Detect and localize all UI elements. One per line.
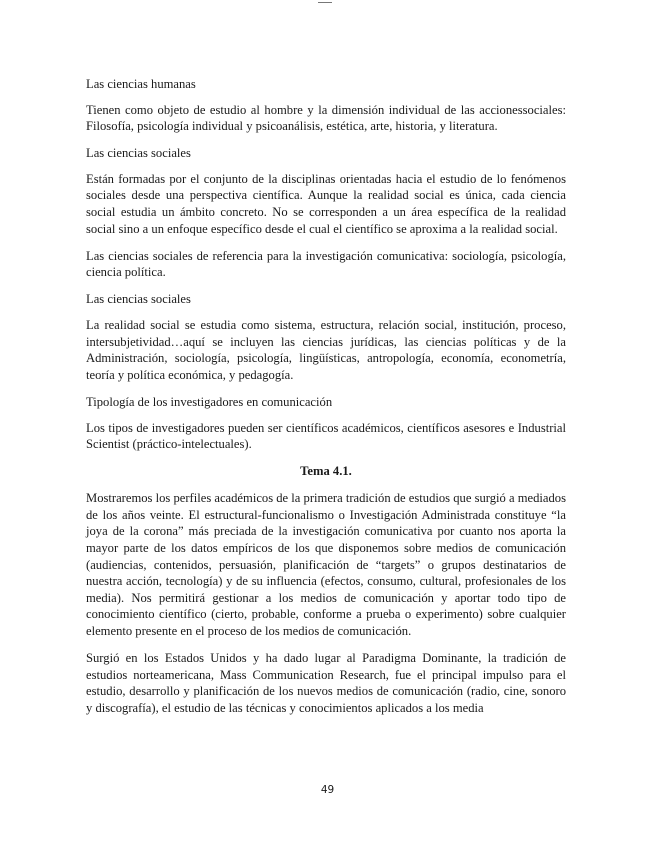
section-label: Las ciencias sociales: [86, 292, 191, 307]
paragraph: Mostraremos los perfiles académicos de la primera tradición de estudios que surgió a mediados de los años veinte. El estructural-funcionalismo o Investigación Administrada constituye “la joya de la corona” más preciada de la investigación comunicativa por cuanto nos aporta la mayor parte de los datos empíricos de los que disponemos sobre medios de comunicación (audiencias, contenidos, persuasión, planificación de “targets” o grupos destinatarios de nuestra acción, tecnología) y de su influencia (efectos, consumo, cultural, profesionales de los media). Nos permitirá gestionar a los medios de comunicación y aportar todo tipo de conocimiento científico (cierto, probable, conforme a prueba o experimento) sobre cualquier elemento presente en el proceso de los medios de comunicación.: [86, 491, 566, 638]
section-label: Las ciencias humanas: [86, 77, 196, 91]
section-label: Tipología de los investigadores en comunicación: [86, 394, 333, 409]
paragraph: Las ciencias sociales de referencia para la investigación comunicativa: sociología, psicología, ciencia política.: [86, 248, 566, 280]
paragraph: Surgió en los Estados Unidos y ha dado lugar al Paradigma Dominante, la tradición de estudios norteamericana, Mass Communication Research, fue el principal impulso para el estudio, desarrollo y planificación de los nuevos medios de comunicación (radio, cine, sonoro y discografía), el estudio de las técnicas y conocimientos aplicados a los media: [86, 651, 566, 715]
paragraph: Están formadas por el conjunto de la disciplinas orientadas hacia el estudio de lo fenómenos sociales desde una perspectiva científica. Aunque la realidad social es única, cada ciencia social estudia un ámbito concreto. No se corresponden a un área específica de la realidad social sino a un enfoque específico desde el cual el científico se aproxima a la realidad social.: [86, 171, 566, 236]
paragraph: La realidad social se estudia como sistema, estructura, relación social, institución, proceso, intersubjetividad…aquí se incluyen las ciencias jurídicas, las ciencias políticas y de la Administración, sociología, psicología, lingüísticas, antropología, economía, econometría, teoría y política económica, y pedagogía.: [86, 318, 566, 382]
paragraph: Los tipos de investigadores pueden ser científicos académicos, científicos asesores e Industrial Scientist (práctico-intelectuales).: [86, 420, 566, 452]
page-number: 49: [320, 784, 335, 796]
section-heading: Tema 4.1.: [300, 464, 352, 479]
document-body: [86, 76, 566, 727]
paragraph: Tienen como objeto de estudio al hombre y la dimensión individual de las accionessociales: Filosofía, psicología individual y psicoanálisis, estética, arte, historia, y literatura.: [86, 102, 566, 134]
section-label: Las ciencias sociales: [86, 146, 191, 161]
header-mark: [318, 0, 332, 3]
